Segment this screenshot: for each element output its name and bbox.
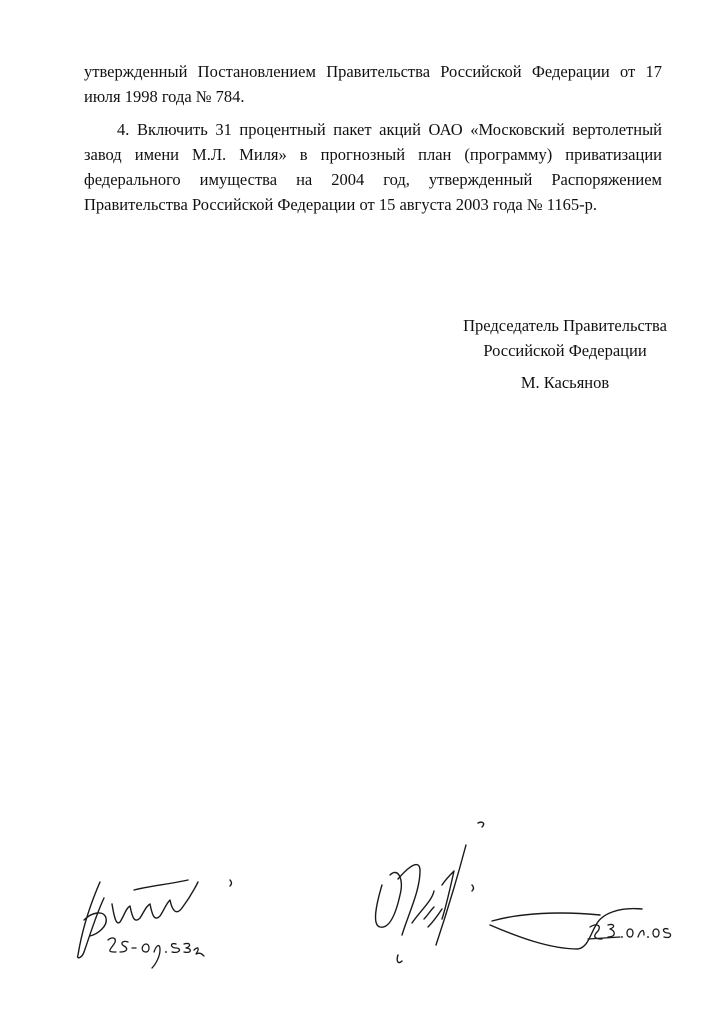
paragraph-continuation-line-1: утвержденный Постановлением Правительства Российской Федерации от 17 [84,62,662,81]
item-4-line-4: Правительства Российской Федерации от 15 августа 2003 года № 1165-р. [84,195,597,214]
item-4-line-3: федерального имущества на 2004 год, утвержденный Распоряжением [84,170,662,189]
signature-position-line-2: Российской Федерации [483,341,647,360]
item-4-line-2: завод имени М.Л. Миля» в прогнозный план (программу) приватизации [84,145,662,164]
paragraph-continuation-line-2: июля 1998 года № 784. [84,87,245,106]
signature-name: М. Касьянов [520,373,610,392]
left-handwritten-visa [60,860,240,970]
signature-position-line-1: Председатель Правительства [463,316,667,335]
item-4-line-1: 4. Включить 31 процентный пакет акций ОАО «Московский вертолетный [117,120,662,139]
right-handwritten-signature [350,815,680,980]
